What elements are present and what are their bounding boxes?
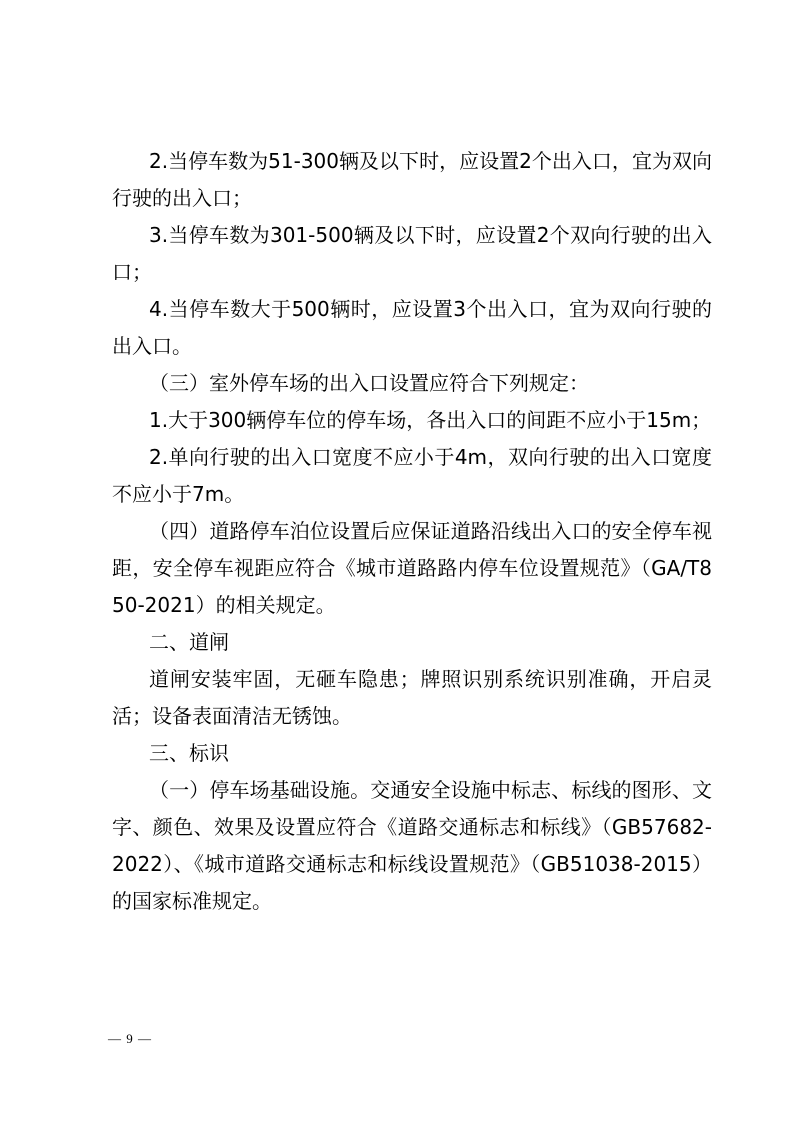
- paragraph-barrier-gate-requirements: 道闸安装牢固，无砸车隐患；牌照识别系统识别准确，开启灵活；设备表面清洁无锈蚀。: [112, 667, 712, 728]
- section-heading-signage: 三、标识: [149, 741, 229, 765]
- page-number: — 9 —: [108, 1031, 152, 1046]
- paragraph-signage-standards: （一）停车场基础设施。交通安全设施中标志、标线的图形、文字、颜色、效果及设置应符合《道路交通标志和标线》（GB57682-2022）、《城市道路交通标志和标线设置规范》（GB51038-2015）的国家标准规定。: [112, 778, 712, 913]
- paragraph-parking-over-500: 4.当停车数大于500辆时，应设置3个出入口，宜为双向行驶的出入口。: [112, 297, 712, 358]
- section-heading-outdoor-parking: （三）室外停车场的出入口设置应符合下列规定：: [149, 371, 589, 395]
- paragraph-parking-51-300: 2.当停车数为51-300辆及以下时，应设置2个出入口，宜为双向行驶的出入口；: [112, 149, 712, 210]
- paragraph-road-parking-sight-distance: （四）道路停车泊位设置后应保证道路沿线出入口的安全停车视距，安全停车视距应符合《城市道路路内停车位设置规范》（GA/T850-2021）的相关规定。: [112, 519, 712, 617]
- paragraph-entrance-width: 2.单向行驶的出入口宽度不应小于4m，双向行驶的出入口宽度不应小于7m。: [112, 445, 712, 506]
- paragraph-parking-301-500: 3.当停车数为301-500辆及以下时，应设置2个双向行驶的出入口；: [112, 223, 712, 284]
- section-heading-barrier-gate: 二、道闸: [149, 630, 229, 654]
- document-body: [112, 143, 712, 920]
- paragraph-entrance-spacing: 1.大于300辆停车位的停车场，各出入口的间距不应小于15m；: [149, 408, 712, 432]
